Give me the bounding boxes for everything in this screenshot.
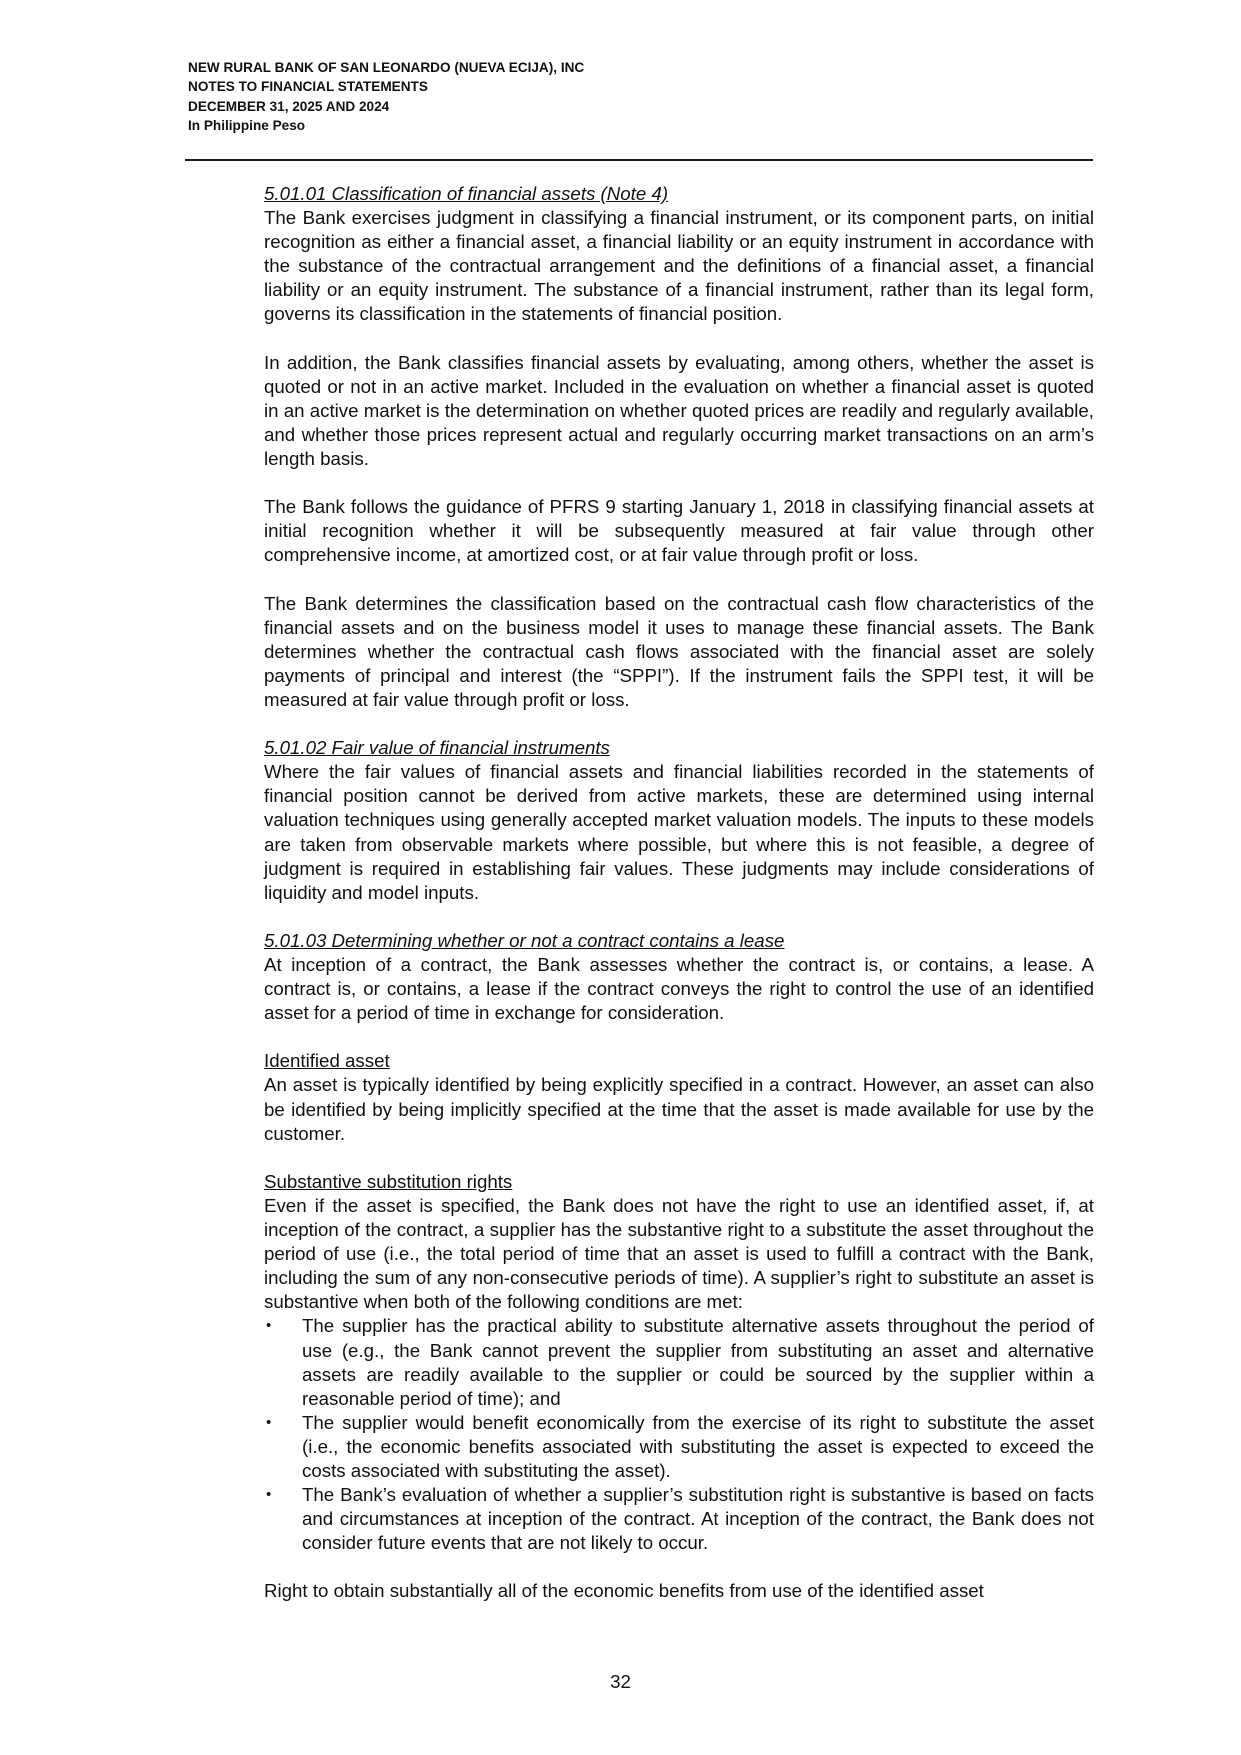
bullet-icon: • xyxy=(266,1317,272,1335)
paragraph: The Bank determines the classification based on the contractual cash flow characteristics of the financial assets and on the business model it uses to manage these financial assets. The Bank determines whether the contractual cash flows associated with the financial asset are solely payments of principal and interest (the “SPPI”). If the instrument fails the SPPI test, it will be measured at fair value through profit or loss. xyxy=(264,592,1094,710)
section-heading-classification: 5.01.01 Classification of financial assets (Note 4) xyxy=(264,183,669,204)
conditions-list xyxy=(264,1314,1094,1555)
paragraph: An asset is typically identified by being explicitly specified in a contract. However, an asset can also be identified by being implicitly specified at the time that the asset is made available for use by the customer. xyxy=(264,1074,1094,1144)
paragraph: In addition, the Bank classifies financial assets by evaluating, among others, whether the asset is quoted or not in an active market. Included in the evaluation on whether a financial asset is quoted in an active market is the determination on whether quoted prices are readily and regularly available, and whether those prices represent actual and regularly occurring market transactions on an arm’s length basis. xyxy=(264,351,1094,470)
list-item-text: The supplier would benefit economically from the exercise of its right to substitute the asset (i.e., the economic benefits associated with substituting the asset is expected to exceed the costs associated with substituting the asset). xyxy=(302,1411,1094,1481)
list-item xyxy=(264,1314,1094,1410)
bullet-icon: • xyxy=(266,1486,272,1504)
list-item xyxy=(264,1483,1094,1555)
paragraph: At inception of a contract, the Bank assesses whether the contract is, or contains, a lease. A contract is, or contains, a lease if the contract conveys the right to control the use of an identified asset for a period of time in exchange for consideration. xyxy=(264,954,1094,1024)
paragraph: Even if the asset is specified, the Bank does not have the right to use an identified asset, if, at inception of the contract, a supplier has the substantive right to a substitute the asset throughout the period of use (i.e., the total period of time that an asset is used to fulfill a contract with the Bank, including the sum of any non-consecutive periods of time). A supplier’s right to substitute an asset is substantive when both of the following conditions are met: xyxy=(264,1194,1094,1313)
document-header xyxy=(188,58,1088,136)
lease-section xyxy=(264,929,1094,1025)
list-item-text: The supplier has the practical ability to substitute alternative assets throughout the period of use (e.g., the Bank cannot prevent the supplier from substituting an asset and alternative assets are readily available to the supplier or could be sourced by the supplier within a reasonable period of time); and xyxy=(302,1315,1094,1409)
identified-asset-block xyxy=(264,1049,1094,1145)
document-title: NOTES TO FINANCIAL STATEMENTS xyxy=(188,79,428,95)
fair-value-section xyxy=(264,736,1094,905)
section-heading-fair-value: 5.01.02 Fair value of financial instruments xyxy=(264,737,610,759)
list-item-text: The Bank’s evaluation of whether a supplier’s substitution right is substantive is based on facts and circumstances at inception of the contract. At inception of the contract, the Bank does not consider future events that are not likely to occur. xyxy=(302,1484,1094,1554)
bullet-icon: • xyxy=(266,1413,272,1431)
page-body xyxy=(264,182,1094,1604)
currency-note: In Philippine Peso xyxy=(188,118,306,134)
company-name: NEW RURAL BANK OF SAN LEONARDO (NUEVA ECIJA), INC xyxy=(188,60,585,75)
subheading-substitution-rights: Substantive substitution rights xyxy=(264,1170,513,1192)
paragraph: Right to obtain substantially all of the economic benefits from use of the identified asset xyxy=(264,1580,984,1602)
reporting-period: DECEMBER 31, 2025 AND 2024 xyxy=(188,98,390,114)
paragraph: The Bank follows the guidance of PFRS 9 starting January 1, 2018 in classifying financial assets at initial recognition whether it will be subsequently measured at fair value through other comprehensive income, at amortized cost, or at fair value through profit or loss. xyxy=(264,496,1094,566)
list-item xyxy=(264,1411,1094,1483)
header-divider xyxy=(185,159,1093,161)
paragraph: Where the fair values of financial assets and financial liabilities recorded in the statements of financial position cannot be derived from active markets, these are determined using internal valuation techniques using generally accepted market valuation models. The inputs to these models are taken from observable markets where possible, but where this is not feasible, a degree of judgment is required in establishing fair values. These judgments may include considerations of liquidity and model inputs. xyxy=(264,761,1094,903)
paragraph: The Bank exercises judgment in classifying a financial instrument, or its component parts, on initial recognition as either a financial asset, a financial liability or an equity instrument in accordance with the substance of the contractual arrangement and the definitions of a financial asset, a financial liability or an equity instrument. The substance of a financial instrument, rather than its legal form, governs its classification in the statements of financial position. xyxy=(264,207,1094,325)
classification-section xyxy=(264,182,1094,327)
subheading-identified-asset: Identified asset xyxy=(264,1050,390,1072)
section-heading-lease: 5.01.03 Determining whether or not a contract contains a lease xyxy=(264,929,785,951)
substitution-rights-block xyxy=(264,1170,1094,1315)
page-number: 32 xyxy=(610,1671,631,1692)
